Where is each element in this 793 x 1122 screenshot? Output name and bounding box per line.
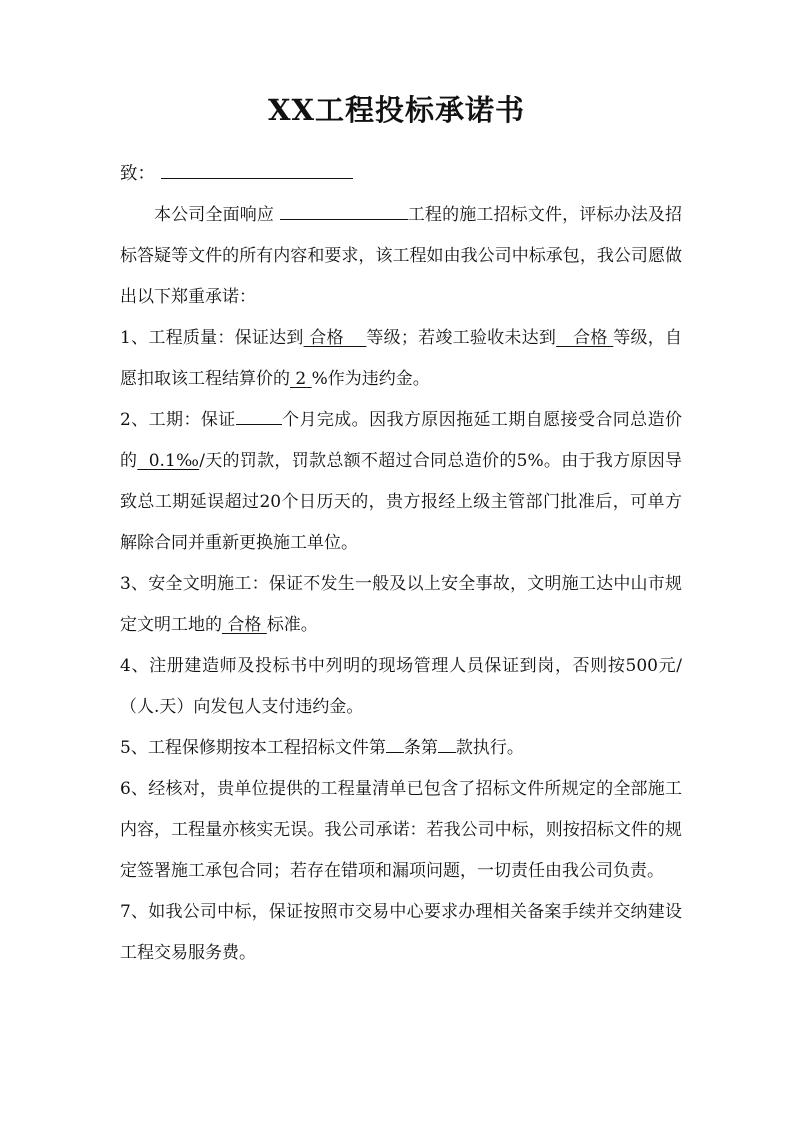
addressee-blank[interactable] xyxy=(161,160,353,179)
quality-level-1 xyxy=(304,328,367,348)
item-quality-text-1: 1、工程质量：保证达到 xyxy=(120,328,304,348)
item-quality-text-3: 等级，自愿扣取该工程结算价的 xyxy=(120,328,683,389)
item-schedule xyxy=(120,400,682,564)
item-warranty-text-3: 款执行。 xyxy=(455,738,524,758)
addressee-label: 致： xyxy=(120,164,155,184)
intro-paragraph xyxy=(120,195,682,318)
clause-number-blank[interactable] xyxy=(438,734,456,753)
item-quantities: 6、经核对，贵单位提供的工程量清单已包含了招标文件所规定的全部施工内容，工程量亦核实无误。我公司承诺：若我公司中标，则按招标文件的规定签署施工承包合同；若存在错项和漏项问题，一切责任由我公司负责。 xyxy=(120,779,682,881)
item-quality xyxy=(120,318,682,400)
article-number-blank[interactable] xyxy=(386,734,404,753)
project-name-blank[interactable] xyxy=(280,201,408,220)
item-schedule-text-3: /天的罚款，罚款总额不超过合同总造价的5%。由于我方原因导致总工期延误超过20个日历天的，贵方报经上级主管部门批准后，可单方解除合同并重新更换施工单位。 xyxy=(120,451,683,553)
daily-penalty-rate-value: 0.1‰ xyxy=(148,451,200,471)
item-quality-text-4: %作为违约金。 xyxy=(311,369,430,389)
document-body xyxy=(120,195,682,974)
item-safety xyxy=(120,564,682,646)
item-warranty xyxy=(120,728,682,769)
months-blank[interactable] xyxy=(236,406,282,425)
quality-level-2-value: 合格 xyxy=(573,328,608,348)
intro-text-end: 工程的施工招标文件，评标办法及招标答疑等文件的所有内容和要求，该工程如由我公司中标承包，我公司愿做出以下郑重承诺： xyxy=(120,205,683,307)
item-personnel: 4、注册建造师及投标书中列明的现场管理人员保证到岗，否则按500元/（人.天）向发包人支付违约金。 xyxy=(120,656,682,717)
penalty-percent xyxy=(290,369,312,389)
quality-level-1-value: 合格 xyxy=(309,328,344,348)
safety-standard xyxy=(222,615,267,635)
item-warranty-text-2: 条第 xyxy=(403,738,438,758)
addressee-line xyxy=(120,160,353,185)
penalty-percent-value: 2 xyxy=(295,369,307,389)
item-quality-text-2: 等级；若竣工验收未达到 xyxy=(366,328,557,348)
item-schedule-text-1: 2、工期：保证 xyxy=(120,410,236,430)
quality-level-2 xyxy=(556,328,613,348)
item-safety-text-2: 标准。 xyxy=(266,615,318,635)
intro-text-start: 本公司全面响应 xyxy=(154,205,275,225)
item-fees: 7、如我公司中标，保证按照市交易中心要求办理相关备案手续并交纳建设工程交易服务费。 xyxy=(120,902,682,963)
item-safety-text-1: 3、安全文明施工：保证不发生一般及以上安全事故，文明施工达中山市规定文明工地的 xyxy=(120,574,682,635)
safety-standard-value: 合格 xyxy=(227,615,262,635)
item-schedule-text-2: 个月完成。因我方原因拖延工期自愿接受合同总造价的 xyxy=(120,410,682,471)
item-warranty-text-1: 5、工程保修期按本工程招标文件第 xyxy=(120,738,386,758)
daily-penalty-rate xyxy=(137,451,199,471)
document-title: XX工程投标承诺书 xyxy=(267,93,525,127)
